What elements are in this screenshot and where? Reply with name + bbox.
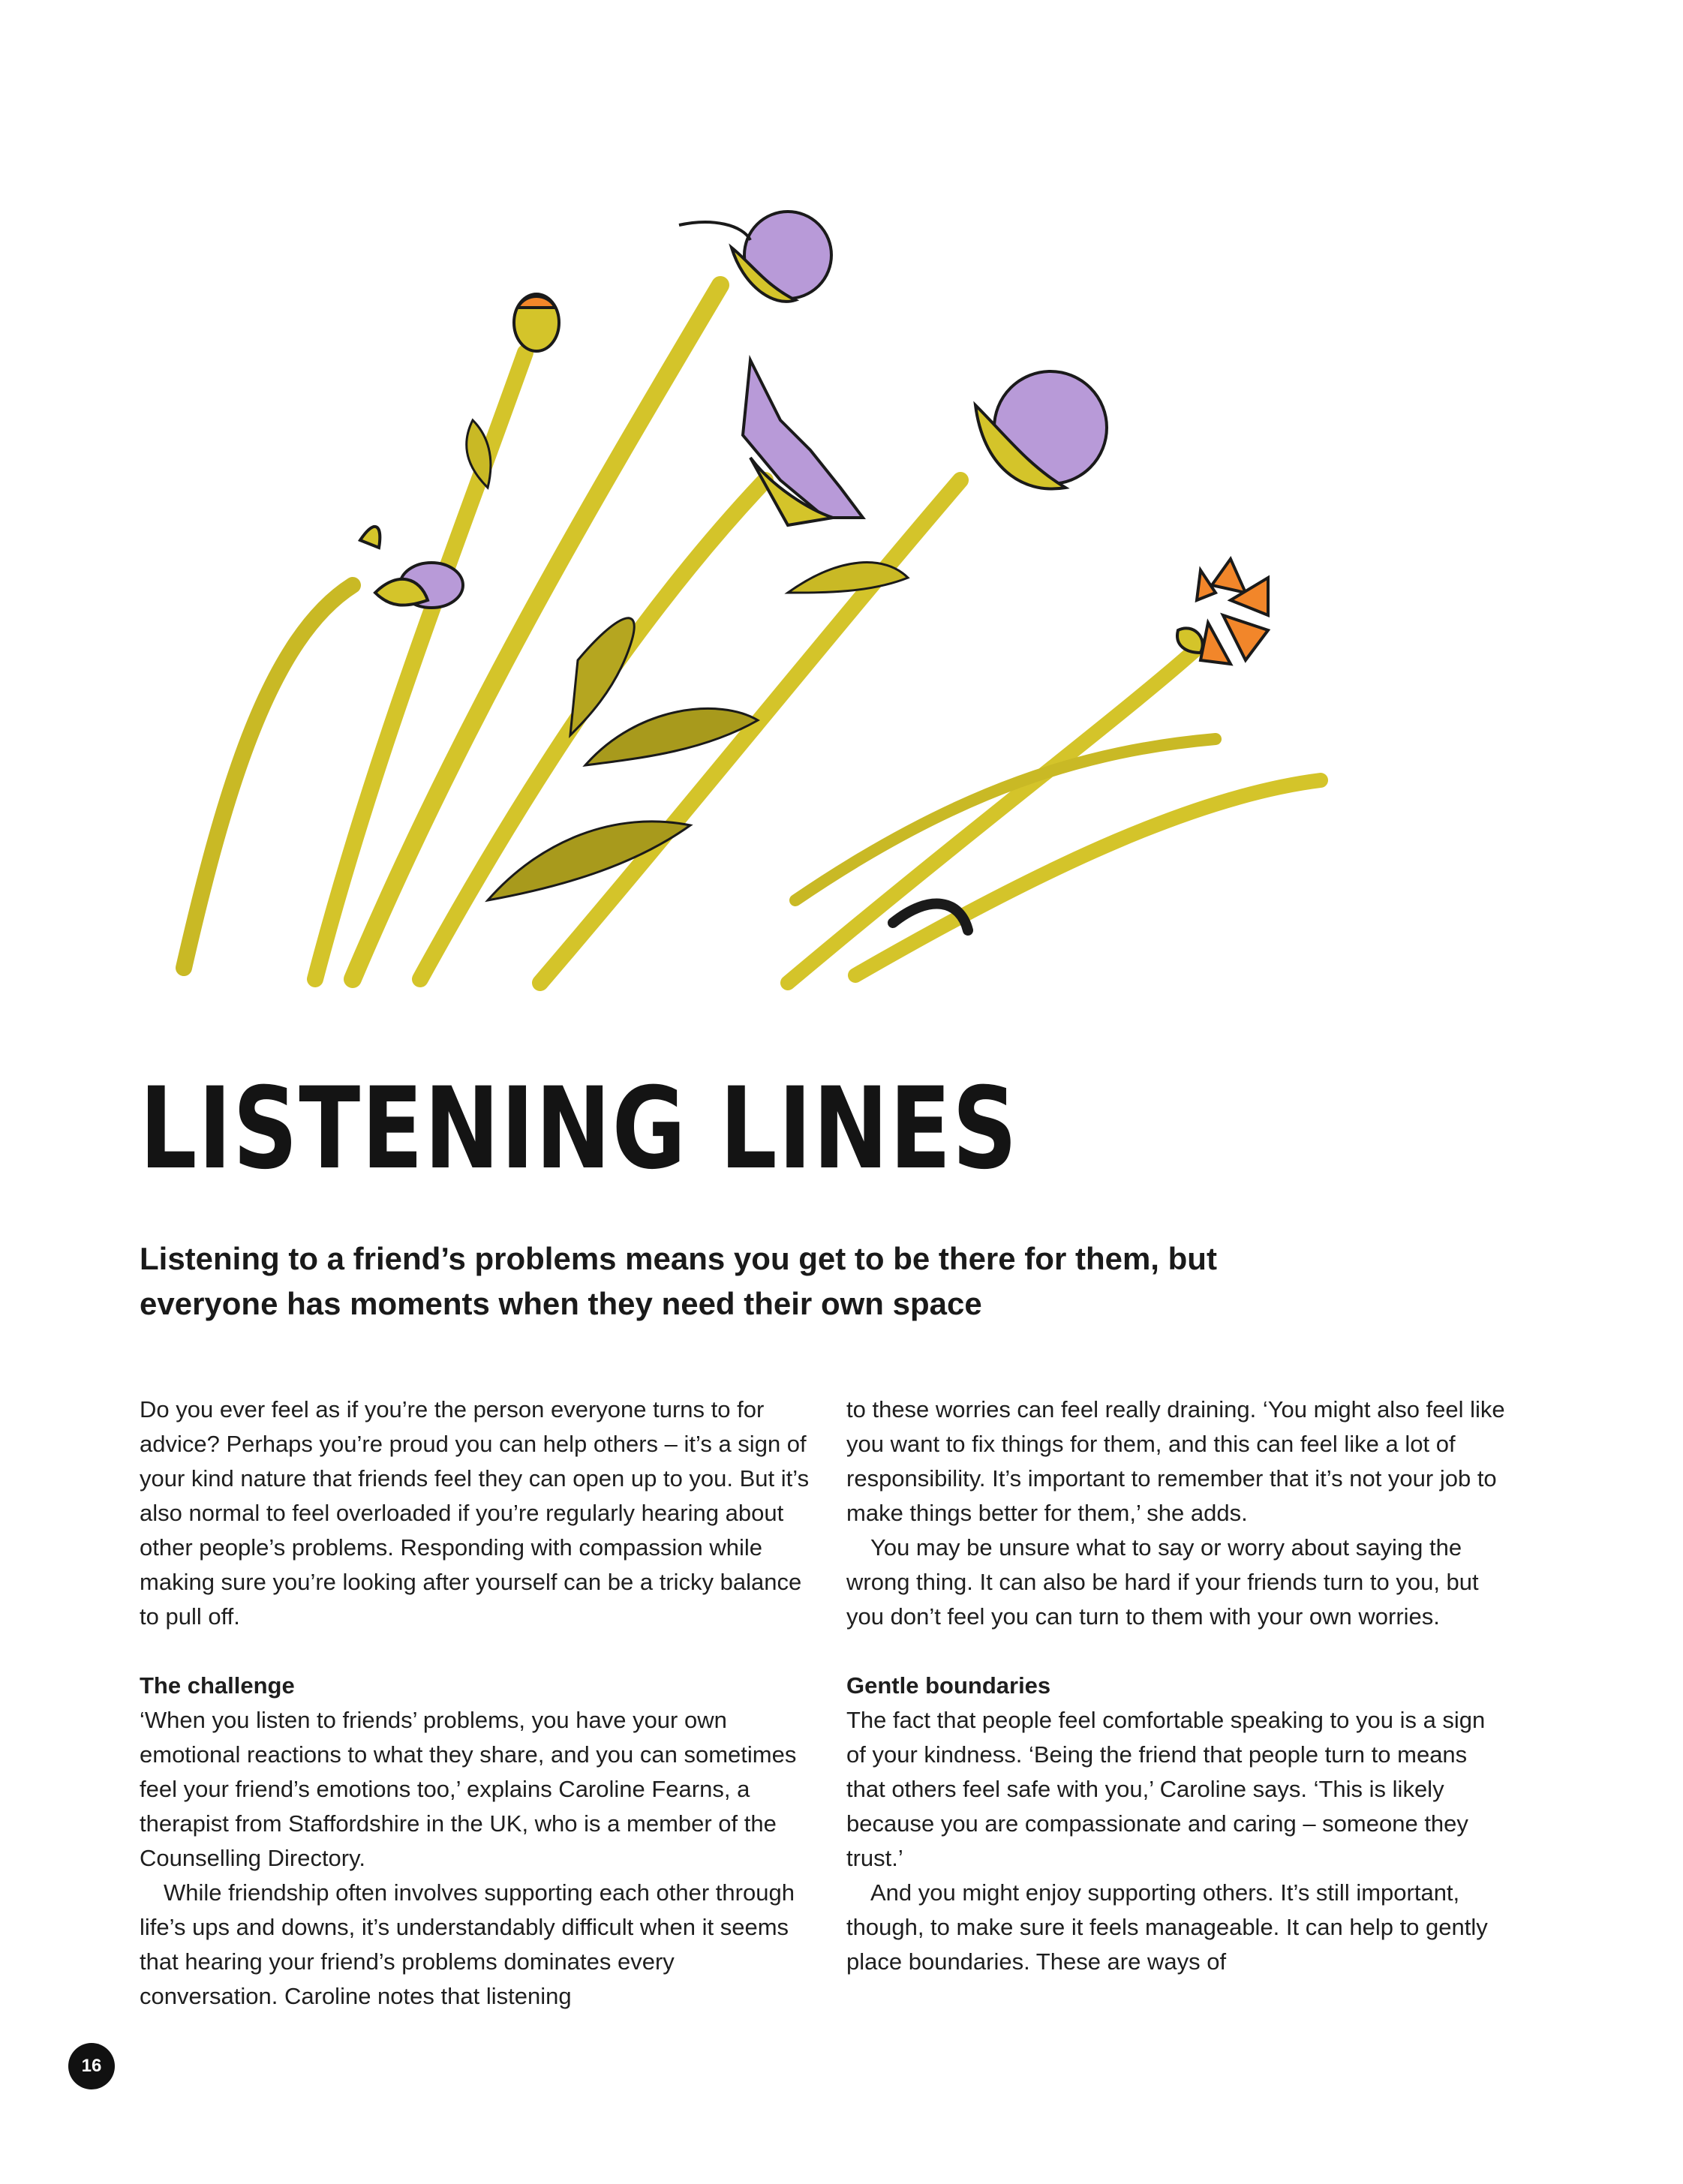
boundaries-paragraph-1: The fact that people feel comfortable speaking to you is a sign of your kindness. ‘Being the friend that people turn to means that others feel safe with you,’ Caroline says. ‘This is likely because you are compassionate and caring – someone they trust.’ [846, 1707, 1486, 1871]
right-paragraph-2: You may be unsure what to say or worry about saying the wrong thing. It can also be hard if your friends turn to you, but you don’t feel you can turn to them with your own worries. [846, 1534, 1479, 1630]
body-column-left [140, 1392, 815, 2014]
challenge-paragraph-1: ‘When you listen to friends’ problems, you have your own emotional reactions to what they share, and you can sometimes feel your friend’s emotions too,’ explains Caroline Fearns, a therapist from Staffordshire in the UK, who is a member of the Counselling Directory. [140, 1707, 797, 1871]
section-heading-challenge: The challenge [140, 1672, 295, 1699]
challenge-paragraph-2: While friendship often involves supporting each other through life’s ups and downs, it’s understandably difficult when it seems that hearing your friend’s problems dominates every conversation. Caroline notes that listening [140, 1879, 795, 2009]
article-standfirst: Listening to a friend’s problems means you get to be there for them, but everyone has moments when they need their own space [140, 1241, 1217, 1321]
article-title: LISTENING LINES [140, 1064, 1019, 1194]
flowers-illustration [0, 0, 1683, 1020]
page-number: 16 [81, 2056, 102, 2076]
right-paragraph-1: to these worries can feel really draining. ‘You might also feel like you want to fix things for them, and this can feel like a lot of responsibility. It’s important to remember that it’s not your job to make things better for them,’ she adds. [846, 1396, 1505, 1526]
page-number-badge [68, 2043, 115, 2089]
body-column-right [846, 1392, 1507, 1979]
boundaries-paragraph-2: And you might enjoy supporting others. It’s still important, though, to make sure it feels manageable. It can help to gently place boundaries. These are ways of [846, 1879, 1488, 1975]
intro-paragraph: Do you ever feel as if you’re the person everyone turns to for advice? Perhaps you’re proud you can help others – it’s a sign of your kind nature that friends feel they can open up to you. But it’s also normal to feel overloaded if you’re regularly hearing about other people’s problems. Responding with compassion while making sure you’re looking after yourself can be a tricky balance to pull off. [140, 1396, 810, 1630]
section-heading-boundaries: Gentle boundaries [846, 1672, 1051, 1699]
